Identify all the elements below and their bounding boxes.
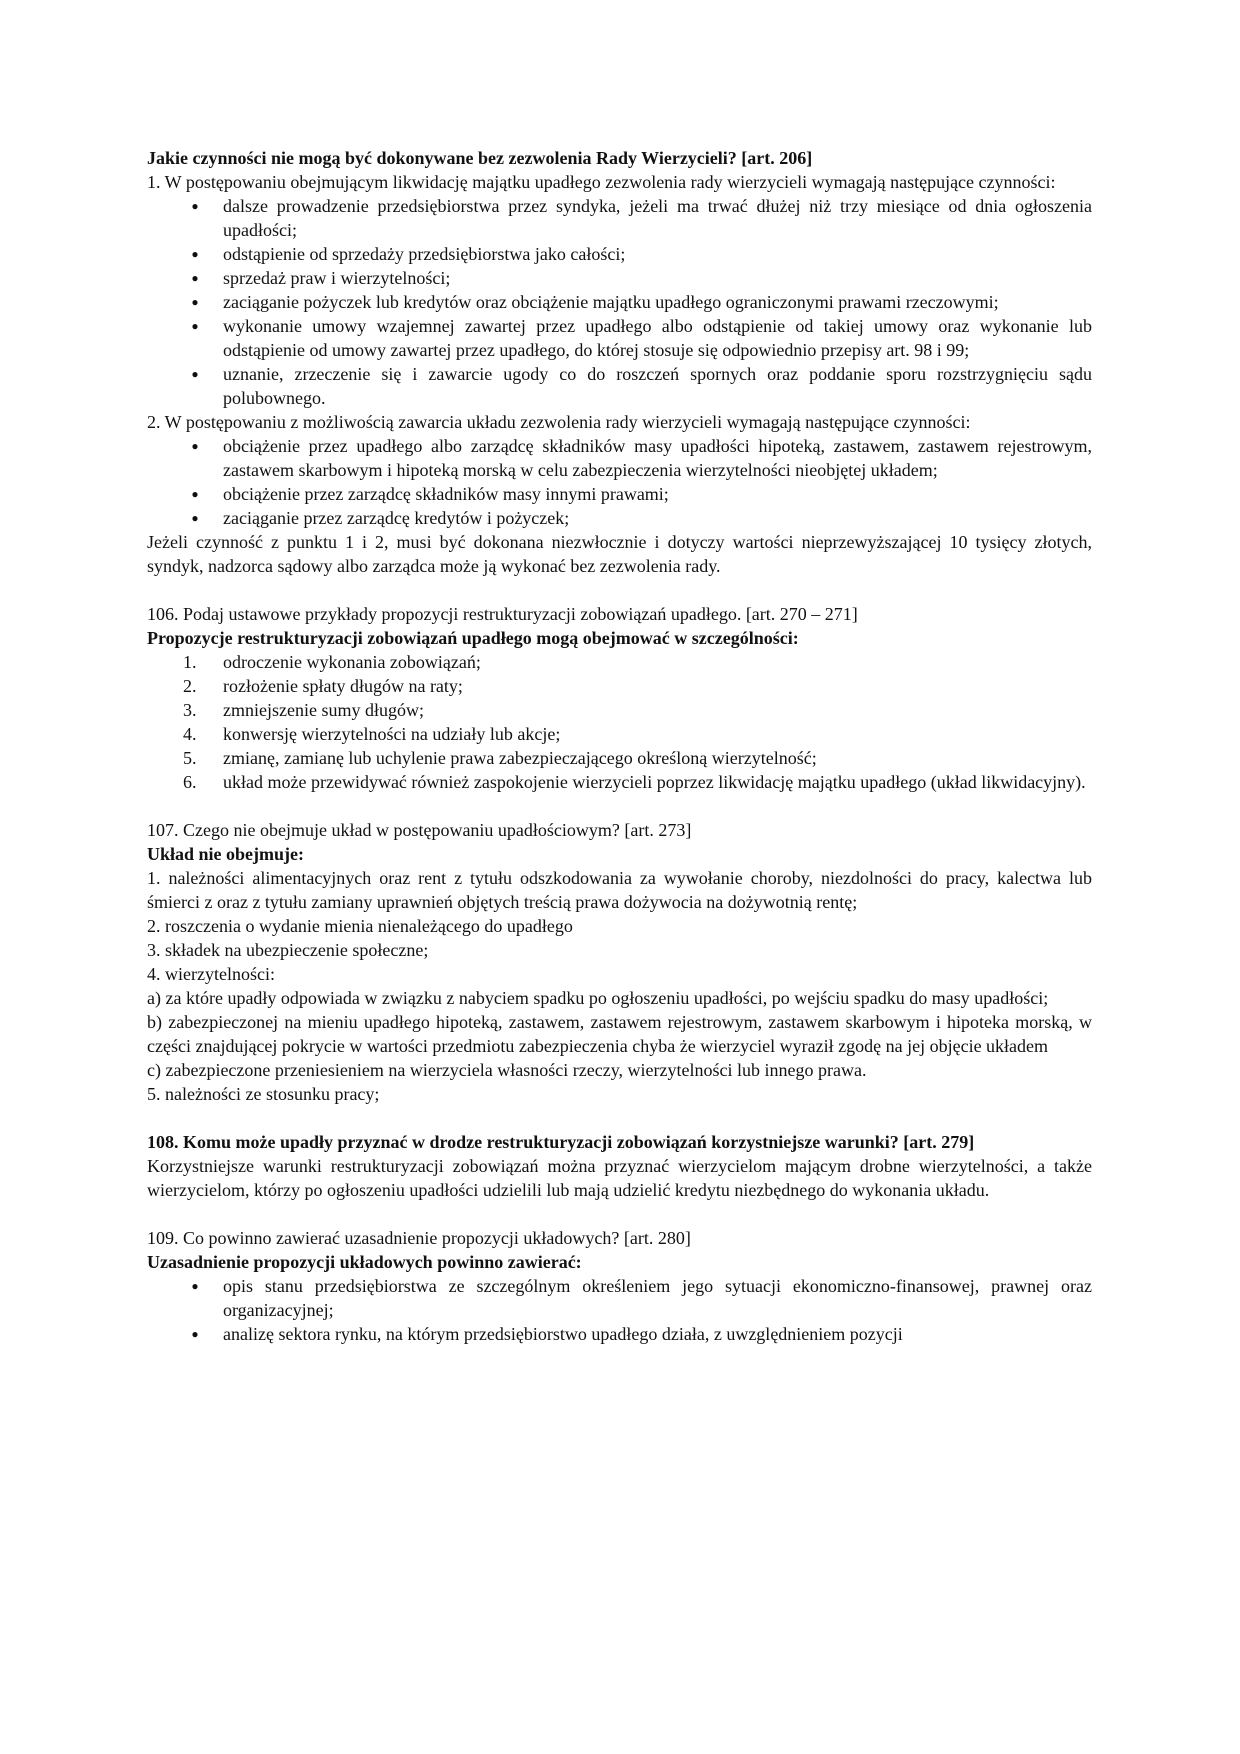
bullet-icon: ● xyxy=(191,295,199,309)
list-item-text: opis stanu przedsiębiorstwa ze szczególnym określeniem jego sytuacji ekonomiczno-finansowej, prawnej oraz organizacyjnej; xyxy=(223,1276,1092,1320)
bullet-icon: ● xyxy=(191,247,199,261)
list-item xyxy=(147,290,1092,314)
list-item xyxy=(147,482,1092,506)
list-item xyxy=(147,506,1092,530)
question-title: 107. Czego nie obejmuje układ w postępowaniu upadłościowym? [art. 273] xyxy=(147,820,692,840)
list-item xyxy=(147,314,1092,362)
spacer xyxy=(147,578,1092,602)
numbered-list xyxy=(147,650,1092,794)
spacer xyxy=(147,1202,1092,1226)
list-item-text: zaciąganie przez zarządcę kredytów i pożyczek; xyxy=(223,508,570,528)
bullet-list xyxy=(147,1274,1092,1346)
list-item-text: uznanie, zrzeczenie się i zawarcie ugody co do roszczeń spornych oraz poddanie sporu rozstrzygnięciu sądu polubownego. xyxy=(223,364,1092,408)
list-item-text: obciążenie przez zarządcę składników masy innymi prawami; xyxy=(223,484,669,504)
paragraph: 2. roszczenia o wydanie mienia nienależącego do upadłego xyxy=(147,916,573,936)
bullet-icon: ● xyxy=(191,511,199,525)
paragraph: 5. należności ze stosunku pracy; xyxy=(147,1084,380,1104)
list-item xyxy=(147,194,1092,242)
paragraph: c) zabezpieczone przeniesieniem na wierzyciela własności rzeczy, wierzytelności lub innego prawa. xyxy=(147,1060,867,1080)
list-item-text: zmniejszenie sumy długów; xyxy=(223,700,424,720)
bullet-icon: ● xyxy=(191,1327,199,1341)
bullet-icon: ● xyxy=(191,487,199,501)
bullet-icon: ● xyxy=(191,319,199,333)
bullet-icon: ● xyxy=(191,1279,199,1293)
spacer xyxy=(147,794,1092,818)
list-number: 6. xyxy=(183,772,197,792)
question-title: Jakie czynności nie mogą być dokonywane bez zezwolenia Rady Wierzycieli? [art. 206] xyxy=(147,148,813,168)
list-item xyxy=(147,746,1092,770)
list-number: 4. xyxy=(183,724,197,744)
list-item-text: zaciąganie pożyczek lub kredytów oraz obciążenie majątku upadłego ograniczonymi prawami rzeczowymi; xyxy=(223,292,999,312)
paragraph: Korzystniejsze warunki restrukturyzacji zobowiązań można przyznać wierzycielom mającym drobne wierzytelności, a także wierzycielom, którzy po ogłoszeniu upadłości udzielili lub mają udzielić kredytu niezbędnego do wykonania układu. xyxy=(147,1156,1092,1200)
list-item xyxy=(147,434,1092,482)
document-page xyxy=(147,146,1092,1346)
paragraph: 2. W postępowaniu z możliwością zawarcia układu zezwolenia rady wierzycieli wymagają następujące czynności: xyxy=(147,412,971,432)
bullet-icon: ● xyxy=(191,367,199,381)
list-item xyxy=(147,770,1092,794)
bullet-list xyxy=(147,194,1092,410)
bullet-icon: ● xyxy=(191,439,199,453)
section-intro: Uzasadnienie propozycji układowych powinno zawierać: xyxy=(147,1252,582,1272)
list-item xyxy=(147,698,1092,722)
list-item-text: układ może przewidywać również zaspokojenie wierzycieli poprzez likwidację majątku upadłego (układ likwidacyjny). xyxy=(223,772,1086,792)
bullet-list xyxy=(147,434,1092,530)
paragraph: 4. wierzytelności: xyxy=(147,964,275,984)
paragraph: 1. W postępowaniu obejmującym likwidację majątku upadłego zezwolenia rady wierzycieli wymagają następujące czynności: xyxy=(147,172,1056,192)
list-item-text: wykonanie umowy wzajemnej zawartej przez upadłego albo odstąpienie od takiej umowy oraz wykonanie lub odstąpienie od umowy zawartej przez upadłego, do której stosuje się odpowiednio przepisy art. 98 i 99; xyxy=(223,316,1092,360)
list-item-text: konwersję wierzytelności na udziały lub akcje; xyxy=(223,724,561,744)
paragraph: 3. składek na ubezpieczenie społeczne; xyxy=(147,940,429,960)
paragraph: b) zabezpieczonej na mieniu upadłego hipoteką, zastawem, zastawem rejestrowym, zastawem skarbowym i hipoteka morską, w części znajdującej pokrycie w wartości przedmiotu zabezpieczenia chyba że wierzyciel wyraził zgodę na jej objęcie układem xyxy=(147,1012,1092,1056)
list-item-text: rozłożenie spłaty długów na raty; xyxy=(223,676,463,696)
list-number: 5. xyxy=(183,748,197,768)
list-item-text: analizę sektora rynku, na którym przedsiębiorstwo upadłego działa, z uwzględnieniem pozycji xyxy=(223,1324,903,1344)
list-item-text: zmianę, zamianę lub uchylenie prawa zabezpieczającego określoną wierzytelność; xyxy=(223,748,817,768)
section-intro: Układ nie obejmuje: xyxy=(147,844,304,864)
bullet-icon: ● xyxy=(191,199,199,213)
paragraph: a) za które upadły odpowiada w związku z nabyciem spadku po ogłoszeniu upadłości, po wejściu spadku do masy upadłości; xyxy=(147,988,1049,1008)
list-item xyxy=(147,1274,1092,1322)
list-item-text: sprzedaż praw i wierzytelności; xyxy=(223,268,451,288)
paragraph: 1. należności alimentacyjnych oraz rent z tytułu odszkodowania za wywołanie choroby, niezdolności do pracy, kalectwa lub śmierci z oraz z tytułu zamiany uprawnień objętych treścią prawa dożywocia na dożywotnią rentę; xyxy=(147,868,1092,912)
bullet-icon: ● xyxy=(191,271,199,285)
list-item-text: obciążenie przez upadłego albo zarządcę składników masy upadłości hipoteką, zastawem, zastawem rejestrowym, zastawem skarbowym i hipoteką morską w celu zabezpieczenia wierzytelności nieobjętej układem; xyxy=(223,436,1092,480)
list-number: 1. xyxy=(183,652,197,672)
list-item xyxy=(147,674,1092,698)
list-item-text: dalsze prowadzenie przedsiębiorstwa przez syndyka, jeżeli ma trwać dłużej niż trzy miesiące od dnia ogłoszenia upadłości; xyxy=(223,196,1092,240)
list-item xyxy=(147,650,1092,674)
question-title: 108. Komu może upadły przyznać w drodze restrukturyzacji zobowiązań korzystniejsze warunki? [art. 279] xyxy=(147,1132,975,1152)
list-item xyxy=(147,266,1092,290)
question-title: 109. Co powinno zawierać uzasadnienie propozycji układowych? [art. 280] xyxy=(147,1228,691,1248)
list-item xyxy=(147,242,1092,266)
list-number: 3. xyxy=(183,700,197,720)
list-item-text: odroczenie wykonania zobowiązań; xyxy=(223,652,481,672)
paragraph: Jeżeli czynność z punktu 1 i 2, musi być dokonana niezwłocznie i dotyczy wartości nieprzewyższającej 10 tysięcy złotych, syndyk, nadzorca sądowy albo zarządca może ją wykonać bez zezwolenia rady. xyxy=(147,532,1092,576)
section-intro: Propozycje restrukturyzacji zobowiązań upadłego mogą obejmować w szczególności: xyxy=(147,628,799,648)
list-number: 2. xyxy=(183,676,197,696)
list-item xyxy=(147,362,1092,410)
list-item-text: odstąpienie od sprzedaży przedsiębiorstwa jako całości; xyxy=(223,244,626,264)
spacer xyxy=(147,1106,1092,1130)
question-title: 106. Podaj ustawowe przykłady propozycji restrukturyzacji zobowiązań upadłego. [art. 270 – 271] xyxy=(147,604,858,624)
list-item xyxy=(147,1322,1092,1346)
list-item xyxy=(147,722,1092,746)
